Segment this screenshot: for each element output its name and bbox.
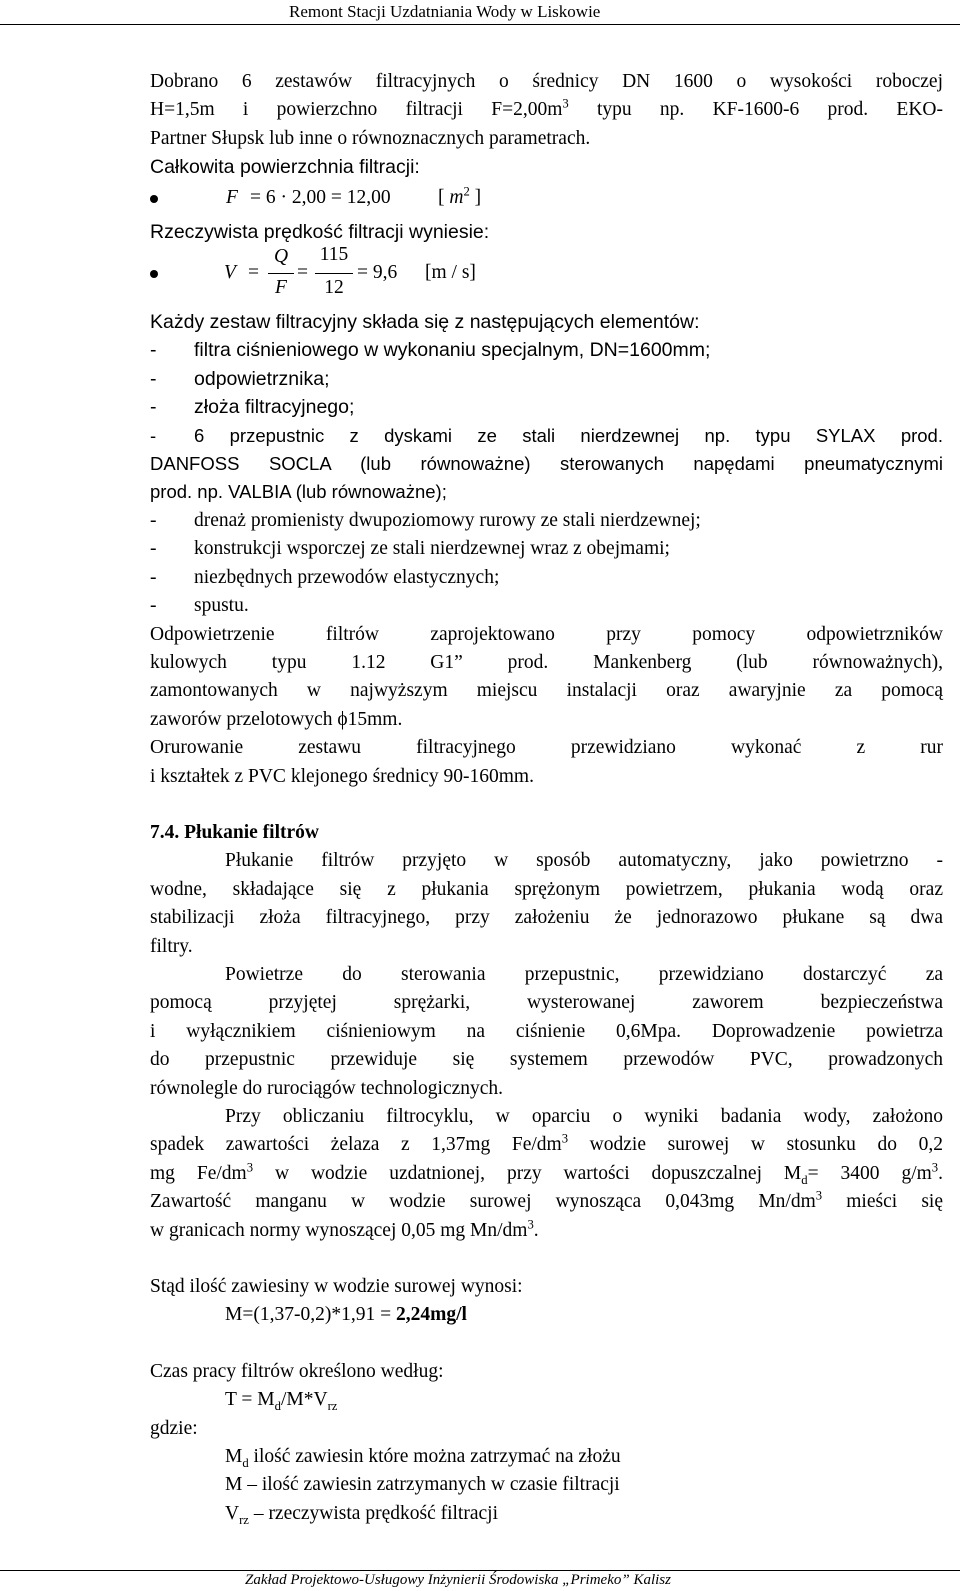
text-line: H=1,5m i powierzchno filtracji $F=2,00m^3$ typu np. KF-1600-6 prod. EKO- — [150, 96, 943, 121]
paragraph-venting — [150, 621, 943, 735]
header-title: Remont Stacji Uzdatniania Wody w Liskowie — [289, 2, 601, 21]
text-line: Odpowietrzenie filtrów zaprojektowano przy pomocy odpowietrzników — [150, 623, 943, 645]
definition-line: M – ilość zawiesin zatrzymanych w czasie filtracji — [225, 1474, 620, 1496]
formula-unit: [m / s] — [425, 262, 476, 284]
formula-result: = 9,6 — [357, 262, 398, 284]
paragraph-backwash — [150, 847, 943, 961]
text-line: zamontowanych w najwyższym miejscu instalacji oraz awaryjnie za pomocą — [150, 680, 943, 702]
text-line: zaworów przelotowych ϕ15mm. — [150, 708, 403, 730]
definition-line: $M_d$ ilość zawiesin które można zatrzymać na złożu — [225, 1446, 621, 1470]
footer-text: Zakład Projektowo-Usługowy Inżynierii Środowiska „Primeko” Kalisz — [245, 1572, 671, 1588]
list-item: - odpowietrznika; — [150, 367, 330, 390]
formula-total-area — [150, 182, 943, 218]
text-line: filtry. — [150, 935, 193, 957]
text-line: DANFOSS SOCLA (lub równoważne) sterowanych napędami pneumatycznymi — [150, 453, 943, 475]
fraction-numerator: Q — [273, 246, 289, 268]
text-line: Przy obliczaniu filtrocyklu, w oparciu o wyniki badania wody, założono — [225, 1106, 943, 1127]
page-header — [0, 0, 960, 25]
components-list — [150, 336, 943, 620]
text-line: Orurowanie zestawu filtracyjnego przewidziano wykonać z rur — [150, 737, 943, 759]
text-line: i kształtek z PVC klejonego średnicy 90-160mm. — [150, 765, 534, 787]
formula-equals: = — [297, 262, 308, 284]
bullet-icon — [150, 270, 158, 278]
formula-line: $T = M_d/M*V_{rz}$ — [225, 1389, 338, 1414]
text-line: Dobrano 6 zestawów filtracyjnych o średnicy DN 1600 o wysokości roboczej — [150, 71, 943, 92]
formula-unit: [ $m^2$ ] — [438, 184, 482, 208]
section-heading: 7.4. Płukanie filtrów — [150, 821, 319, 843]
text-line: Powietrze do sterowania przepustnic, przewidziano dostarczyć za — [225, 963, 943, 985]
formula-symbol: F — [226, 186, 238, 208]
text-line: Stąd ilość zawiesiny w wodzie surowej wynosi: — [150, 1276, 523, 1298]
page-footer — [0, 1570, 960, 1591]
formula-filtration-velocity — [150, 246, 943, 308]
text-line: Całkowita powierzchnia filtracji: — [150, 156, 420, 179]
text-line: kulowych typu 1.12 G1” prod. Mankenberg (lub równoważnych), — [150, 651, 943, 673]
text-line: spadek zawartości żelaza z 1,37mg $Fe/dm^3$ wodzie surowej w stosunku do 0,2 — [150, 1131, 943, 1156]
text-line: pomocą przyjętej sprężarki, wysterowanej zaworem bezpieczeństwa — [150, 992, 943, 1014]
paragraph-suspension — [150, 1273, 943, 1330]
text-line: i wyłącznikiem ciśnieniowym na ciśnienie 0,6Mpa. Doprowadzenie powietrza — [150, 1020, 943, 1042]
list-item: - 6 przepustnic z dyskami ze stali nierdzewnej np. typu SYLAX prod. — [150, 424, 943, 446]
spacer — [150, 1245, 943, 1273]
text-line: równolegle do rurociągów technologicznych. — [150, 1077, 504, 1099]
text-line: prod. np. VALBIA (lub równoważne); — [150, 481, 447, 503]
text-line: M=(1,37-0,2)*1,91 = 2,24mg/l — [225, 1304, 467, 1326]
list-item: - złoża filtracyjnego; — [150, 396, 355, 419]
list-item: - konstrukcji wsporczej ze stali nierdzewnej wraz z obejmami; — [150, 538, 670, 560]
paragraph-air-supply — [150, 961, 943, 1103]
text-line: Zawartość manganu w wodzie surowej wynosząca 0,043mg $Mn/dm^3$ mieści się — [150, 1188, 943, 1213]
text-line: Rzeczywista prędkość filtracji wyniesie: — [150, 220, 490, 243]
text-line: do przepustnic przewiduje się systemem przewodów PVC, prowadzonych — [150, 1049, 943, 1071]
text-line: Płukanie filtrów przyjęto w sposób automatyczny, jako powietrzno - — [225, 850, 943, 872]
formula-symbol: V — [224, 262, 236, 284]
formula-equals: = — [248, 262, 259, 284]
paragraph-work-time — [150, 1358, 943, 1528]
text-line: w granicach normy wynoszącej 0,05 mg $Mn/dm^3$. — [150, 1217, 539, 1241]
paragraph-filter-cycle — [150, 1103, 943, 1245]
list-item: - niezbędnych przewodów elastycznych; — [150, 566, 500, 588]
fraction-numerator: 115 — [319, 244, 349, 266]
text-line: wodne, składające się z płukania sprężonym powietrzem, płukania wodą oraz — [150, 878, 943, 900]
fraction-denominator: 12 — [324, 277, 344, 299]
page-content — [150, 68, 943, 1528]
text-line: Czas pracy filtrów określono według: — [150, 1360, 444, 1382]
definition-line: $V_{rz}$ – rzeczywista prędkość filtracji — [225, 1502, 498, 1527]
text-line: Każdy zestaw filtracyjny składa się z następujących elementów: — [150, 311, 700, 334]
text-line: mg $Fe/dm^3$ w wodzie uzdatnionej, przy wartości dopuszczalnej $M_d= 3400$ $g/m^3$. — [150, 1160, 943, 1187]
spacer — [150, 791, 943, 819]
list-item: - filtra ciśnieniowego w wykonaniu specjalnym, DN=1600mm; — [150, 339, 711, 362]
list-item: - spustu. — [150, 595, 249, 617]
paragraph-piping — [150, 734, 943, 791]
bullet-icon — [150, 195, 158, 203]
list-item: - drenaż promienisty dwupoziomowy rurowy ze stali nierdzewnej; — [150, 509, 701, 531]
text-line: stabilizacji złoża filtracyjnego, przy założeniu że jednorazowo płukane są dwa — [150, 907, 943, 929]
fraction-denominator: F — [275, 277, 287, 299]
formula-expression: = 6 · 2,00 = 12,00 — [250, 186, 391, 208]
text-line: Partner Słupsk lub inne o równoznacznych parametrach. — [150, 127, 591, 149]
paragraph-filter-selection — [150, 68, 943, 182]
spacer — [150, 1330, 943, 1358]
text-line: gdzie: — [150, 1417, 198, 1439]
